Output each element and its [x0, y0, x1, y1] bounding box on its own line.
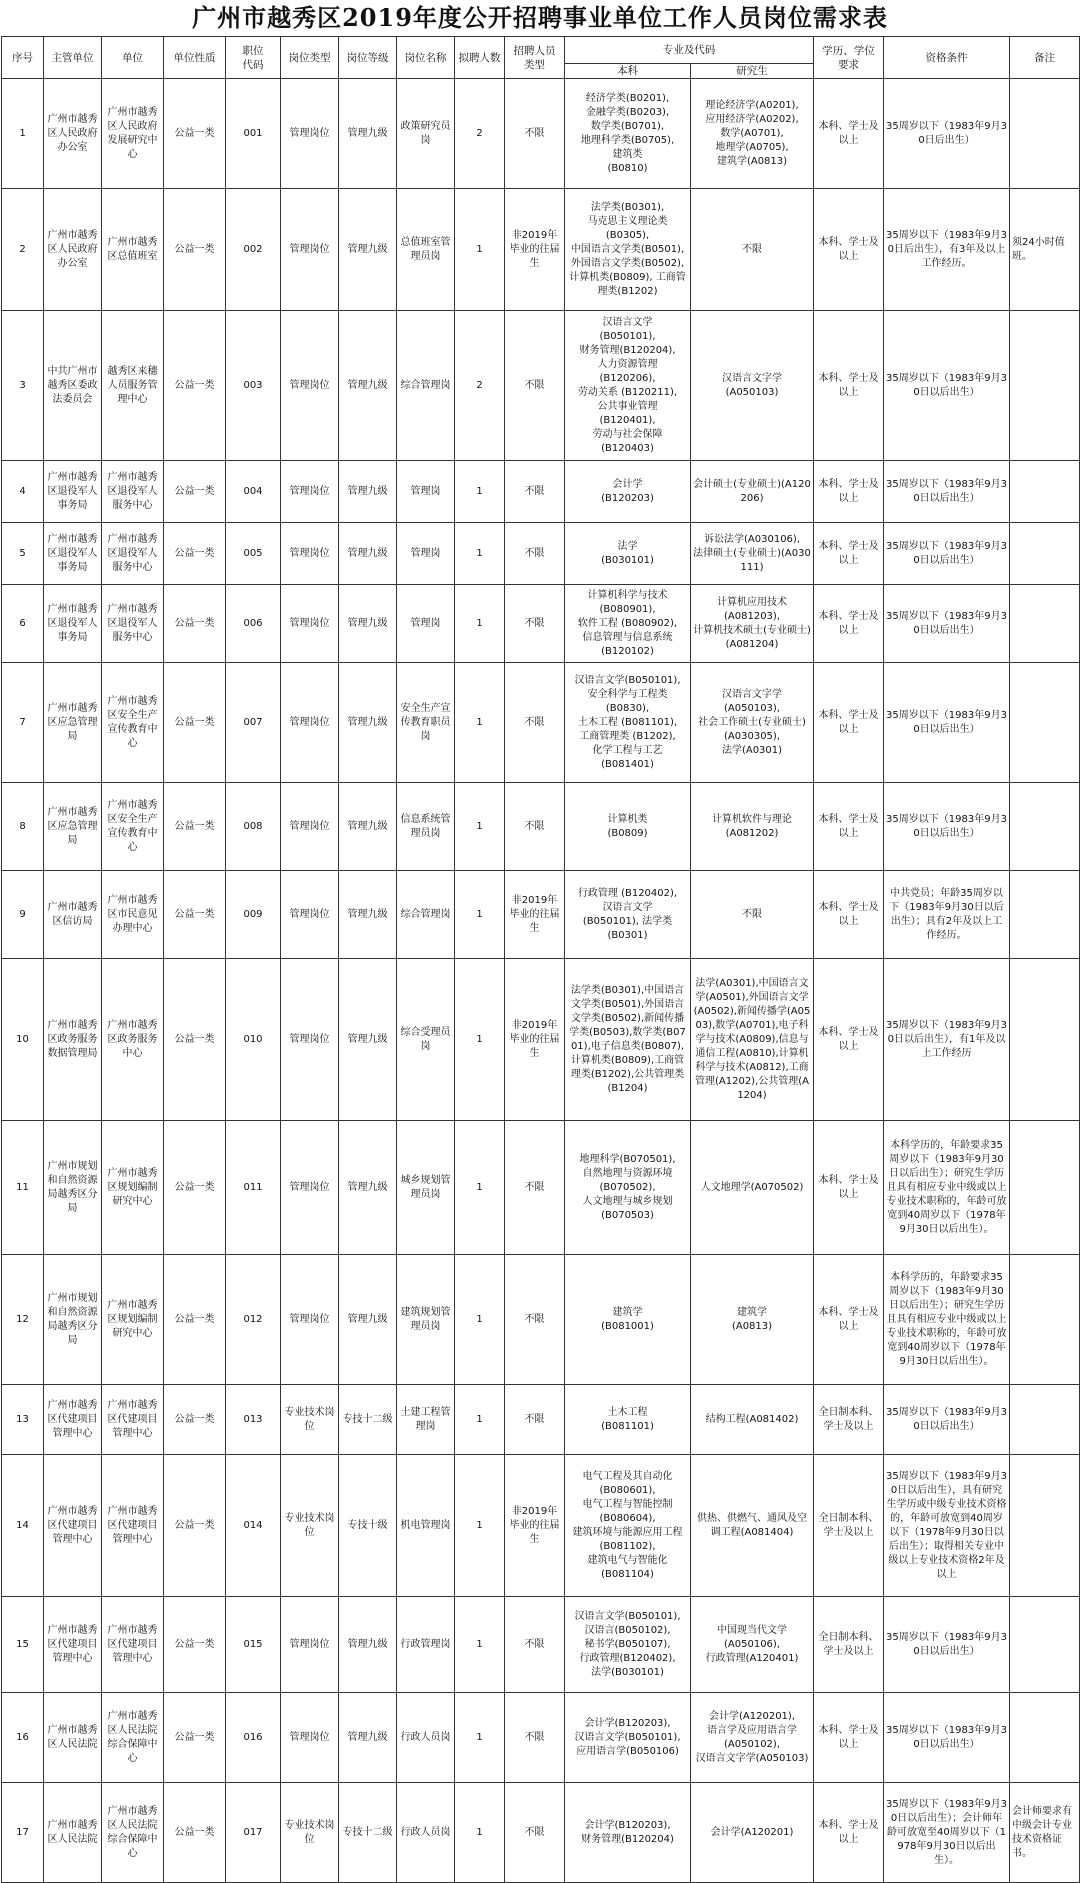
- cell-nature: 公益一类: [164, 79, 226, 189]
- cell-undergraduate-major: 法学 (B030101): [565, 523, 691, 585]
- table-row: [2, 189, 1080, 311]
- cell-education: 本科、学士及以上: [814, 1693, 884, 1783]
- cell-graduate-major: 人文地理学(A070502): [691, 1121, 814, 1255]
- col-header-level: 岗位等级: [339, 37, 397, 79]
- cell-position-type: 管理岗位: [281, 461, 339, 523]
- cell-qualification: 本科学历的，年龄要求35周岁以下（1983年9月30日以后出生）；研究生学历且具有相应专业中级或以上专业技术职称的，年龄可放宽到40周岁以下（1978年9月30日以后出生）。: [884, 1121, 1010, 1255]
- cell-position-level: 管理九级: [339, 523, 397, 585]
- cell-code: 013: [226, 1385, 281, 1455]
- cell-seq: 15: [2, 1597, 44, 1693]
- cell-position-type: 管理岗位: [281, 1693, 339, 1783]
- table-row: [2, 1385, 1080, 1455]
- cell-note: [1010, 1385, 1080, 1455]
- cell-position-name: 管理岗: [397, 585, 455, 663]
- table-row: [2, 959, 1080, 1121]
- cell-note: [1010, 783, 1080, 871]
- cell-position-name: 建筑规划管理员岗: [397, 1255, 455, 1385]
- cell-code: 009: [226, 871, 281, 959]
- cell-position-type: 管理岗位: [281, 79, 339, 189]
- cell-note: [1010, 585, 1080, 663]
- table-row: [2, 461, 1080, 523]
- cell-code: 017: [226, 1783, 281, 1883]
- cell-undergraduate-major: 电气工程及其自动化 (B080601), 电气工程与智能控制 (B080604), 建筑环境与能源应用工程 (B081102), 建筑电气与智能化 (B081104): [565, 1455, 691, 1597]
- table-row: [2, 1597, 1080, 1693]
- cell-headcount: 1: [455, 663, 505, 783]
- cell-position-type: 管理岗位: [281, 959, 339, 1121]
- cell-education: 全日制本科、学士及以上: [814, 1455, 884, 1597]
- cell-dept: 广州市越秀区代建项目管理中心: [44, 1385, 102, 1455]
- cell-undergraduate-major: 建筑学 (B081001): [565, 1255, 691, 1385]
- cell-seq: 6: [2, 585, 44, 663]
- cell-undergraduate-major: 会计学 (B120203): [565, 461, 691, 523]
- cell-headcount: 1: [455, 585, 505, 663]
- table-row: [2, 1255, 1080, 1385]
- cell-dept: 广州市越秀区退役军人事务局: [44, 461, 102, 523]
- cell-qualification: 本科学历的，年龄要求35周岁以下（1983年9月30日以后出生）；研究生学历且具有相应专业中级或以上专业技术职称的，年龄可放宽到40周岁以下（1978年9月30日以后出生）。: [884, 1255, 1010, 1385]
- cell-education: 本科、学士及以上: [814, 311, 884, 461]
- table-row: [2, 783, 1080, 871]
- col-header-edu: 学历、学位 要求: [814, 37, 884, 79]
- col-header-nature: 单位性质: [164, 37, 226, 79]
- cell-graduate-major: 建筑学 (A0813): [691, 1255, 814, 1385]
- cell-nature: 公益一类: [164, 189, 226, 311]
- table-row: [2, 1693, 1080, 1783]
- cell-nature: 公益一类: [164, 1385, 226, 1455]
- cell-position-name: 行政管理岗: [397, 1597, 455, 1693]
- cell-code: 012: [226, 1255, 281, 1385]
- cell-candidate-type: 非2019年毕业的往届生: [505, 1455, 565, 1597]
- cell-education: 本科、学士及以上: [814, 1121, 884, 1255]
- col-header-qual: 资格条件: [884, 37, 1010, 79]
- cell-note: [1010, 1455, 1080, 1597]
- cell-education: 本科、学士及以上: [814, 871, 884, 959]
- cell-code: 005: [226, 523, 281, 585]
- cell-position-type: 管理岗位: [281, 585, 339, 663]
- cell-headcount: 1: [455, 871, 505, 959]
- cell-candidate-type: 非2019年毕业的往届生: [505, 959, 565, 1121]
- cell-seq: 11: [2, 1121, 44, 1255]
- cell-unit: 越秀区来穗人员服务管理中心: [102, 311, 164, 461]
- cell-headcount: 2: [455, 311, 505, 461]
- cell-dept: 中共广州市越秀区委政法委员会: [44, 311, 102, 461]
- cell-education: 全日制本科、学士及以上: [814, 1597, 884, 1693]
- cell-position-level: 管理九级: [339, 461, 397, 523]
- cell-headcount: 1: [455, 1783, 505, 1883]
- cell-nature: 公益一类: [164, 461, 226, 523]
- cell-dept: 广州市越秀区人民法院: [44, 1693, 102, 1783]
- cell-dept: 广州市越秀区应急管理局: [44, 783, 102, 871]
- cell-graduate-major: 会计学(A120201): [691, 1783, 814, 1883]
- cell-seq: 16: [2, 1693, 44, 1783]
- cell-dept: 广州市规划和自然资源局越秀区分局: [44, 1255, 102, 1385]
- cell-position-level: 管理九级: [339, 1121, 397, 1255]
- cell-headcount: 1: [455, 1255, 505, 1385]
- cell-position-type: 管理岗位: [281, 523, 339, 585]
- cell-dept: 广州市越秀区政务服务数据管理局: [44, 959, 102, 1121]
- cell-position-name: 管理岗: [397, 523, 455, 585]
- cell-position-level: 管理九级: [339, 311, 397, 461]
- cell-nature: 公益一类: [164, 1693, 226, 1783]
- cell-nature: 公益一类: [164, 1783, 226, 1883]
- cell-nature: 公益一类: [164, 1121, 226, 1255]
- job-requirements-table: [1, 36, 1080, 1883]
- col-header-ptype: 岗位类型: [281, 37, 339, 79]
- cell-education: 本科、学士及以上: [814, 959, 884, 1121]
- table-row: [2, 1783, 1080, 1883]
- cell-undergraduate-major: 法学类(B0301),中国语言文学类(B0501),外国语言文学类(B0502),新闻传播学类(B0503),数学类(B0701),电子信息类(B0807),计算机类(B0809),工商管理类(B1202),公共管理类(B1204): [565, 959, 691, 1121]
- cell-unit: 广州市越秀区退役军人服务中心: [102, 523, 164, 585]
- cell-position-type: 管理岗位: [281, 189, 339, 311]
- cell-qualification: 35周岁以下（1983年9月30日以后出生），具有研究生学历或中级专业技术资格的，年龄可放宽到40周岁以下（1978年9月30日以后出生）；取得相关专业中级以上专业技术资格2年及以上: [884, 1455, 1010, 1597]
- cell-dept: 广州市越秀区代建项目管理中心: [44, 1455, 102, 1597]
- cell-undergraduate-major: 行政管理 (B120402), 汉语言文学 (B050101), 法学类 (B0301): [565, 871, 691, 959]
- cell-graduate-major: 不限: [691, 189, 814, 311]
- col-header-undergraduate: 本科: [565, 64, 691, 79]
- cell-position-level: 管理九级: [339, 663, 397, 783]
- cell-candidate-type: 不限: [505, 461, 565, 523]
- cell-dept: 广州市越秀区信访局: [44, 871, 102, 959]
- cell-position-name: 城乡规划管理员岗: [397, 1121, 455, 1255]
- cell-unit: 广州市越秀区规划编制研究中心: [102, 1255, 164, 1385]
- cell-code: 007: [226, 663, 281, 783]
- cell-position-name: 政策研究员岗: [397, 79, 455, 189]
- cell-note: 须24小时值班。: [1010, 189, 1080, 311]
- cell-seq: 5: [2, 523, 44, 585]
- cell-candidate-type: 不限: [505, 663, 565, 783]
- cell-position-type: 管理岗位: [281, 1121, 339, 1255]
- cell-seq: 2: [2, 189, 44, 311]
- cell-position-name: 机电管理岗: [397, 1455, 455, 1597]
- cell-seq: 12: [2, 1255, 44, 1385]
- cell-education: 本科、学士及以上: [814, 189, 884, 311]
- cell-candidate-type: 非2019年毕业的往届生: [505, 871, 565, 959]
- cell-graduate-major: 汉语言文字学 (A050103), 社会工作硕士(专业硕士)(A030305), 法学(A0301): [691, 663, 814, 783]
- cell-position-level: 管理九级: [339, 1693, 397, 1783]
- cell-position-type: 管理岗位: [281, 783, 339, 871]
- cell-position-type: 管理岗位: [281, 311, 339, 461]
- cell-seq: 7: [2, 663, 44, 783]
- cell-seq: 9: [2, 871, 44, 959]
- cell-code: 003: [226, 311, 281, 461]
- cell-note: [1010, 959, 1080, 1121]
- cell-code: 008: [226, 783, 281, 871]
- cell-qualification: 35周岁以下（1983年9月30日以后出生）: [884, 1693, 1010, 1783]
- cell-qualification: 35周岁以下（1983年9月30日以后出生）: [884, 311, 1010, 461]
- cell-position-type: 专业技术岗位: [281, 1455, 339, 1597]
- cell-qualification: 35周岁以下（1983年9月30日以后出生）: [884, 585, 1010, 663]
- cell-seq: 17: [2, 1783, 44, 1883]
- cell-qualification: 35周岁以下（1983年9月30日后出生），有3年及以上工作经历。: [884, 189, 1010, 311]
- cell-code: 015: [226, 1597, 281, 1693]
- cell-unit: 广州市越秀区政务服务中心: [102, 959, 164, 1121]
- cell-education: 本科、学士及以上: [814, 663, 884, 783]
- cell-dept: 广州市越秀区退役军人事务局: [44, 585, 102, 663]
- cell-unit: 广州市越秀区人民法院综合保障中心: [102, 1693, 164, 1783]
- cell-seq: 14: [2, 1455, 44, 1597]
- cell-headcount: 1: [455, 1693, 505, 1783]
- cell-graduate-major: 计算机软件与理论 (A081202): [691, 783, 814, 871]
- cell-undergraduate-major: 土木工程 (B081101): [565, 1385, 691, 1455]
- table-row: [2, 663, 1080, 783]
- cell-position-type: 专业技术岗位: [281, 1385, 339, 1455]
- col-header-graduate: 研究生: [691, 64, 814, 79]
- col-header-major: 专业及代码: [565, 37, 814, 64]
- table-row: [2, 871, 1080, 959]
- cell-graduate-major: 供热、供燃气、通风及空调工程(A081404): [691, 1455, 814, 1597]
- col-header-unit: 单位: [102, 37, 164, 79]
- cell-nature: 公益一类: [164, 1255, 226, 1385]
- cell-position-name: 行政人员岗: [397, 1693, 455, 1783]
- cell-code: 001: [226, 79, 281, 189]
- cell-qualification: 35周岁以下（1983年9月30日以后出生）: [884, 783, 1010, 871]
- cell-unit: 广州市越秀区代建项目管理中心: [102, 1597, 164, 1693]
- cell-position-level: 管理九级: [339, 1597, 397, 1693]
- cell-nature: 公益一类: [164, 585, 226, 663]
- cell-position-level: 管理九级: [339, 959, 397, 1121]
- cell-unit: 广州市越秀区代建项目管理中心: [102, 1455, 164, 1597]
- col-header-target: 招聘人员 类型: [505, 37, 565, 79]
- cell-graduate-major: 中国现当代文学 (A050106), 行政管理(A120401): [691, 1597, 814, 1693]
- cell-education: 本科、学士及以上: [814, 1783, 884, 1883]
- cell-position-name: 综合受理员岗: [397, 959, 455, 1121]
- cell-education: 本科、学士及以上: [814, 1255, 884, 1385]
- cell-graduate-major: 诉讼法学(A030106), 法律硕士(专业硕士)(A030111): [691, 523, 814, 585]
- cell-graduate-major: 法学(A0301),中国语言文学(A0501),外国语言文学(A0502),新闻传播学(A0503),数学(A0701),电子科学与技术(A0809),信息与通信工程(A0810),计算机科学与技术(A0812),工商管理(A1202),公共管理(A1204): [691, 959, 814, 1121]
- cell-graduate-major: 理论经济学(A0201), 应用经济学(A0202), 数学(A0701), 地理学(A0705), 建筑学(A0813): [691, 79, 814, 189]
- cell-graduate-major: 结构工程(A081402): [691, 1385, 814, 1455]
- cell-graduate-major: 计算机应用技术 (A081203), 计算机技术硕士(专业硕士)(A081204): [691, 585, 814, 663]
- cell-note: [1010, 1255, 1080, 1385]
- cell-education: 本科、学士及以上: [814, 79, 884, 189]
- cell-code: 002: [226, 189, 281, 311]
- cell-position-level: 管理九级: [339, 79, 397, 189]
- cell-candidate-type: 不限: [505, 311, 565, 461]
- cell-note: [1010, 1121, 1080, 1255]
- cell-position-type: 管理岗位: [281, 1597, 339, 1693]
- cell-candidate-type: 不限: [505, 1783, 565, 1883]
- cell-position-name: 信息系统管理员岗: [397, 783, 455, 871]
- cell-candidate-type: 不限: [505, 1693, 565, 1783]
- cell-unit: 广州市越秀区代建项目管理中心: [102, 1385, 164, 1455]
- cell-note: [1010, 1597, 1080, 1693]
- cell-qualification: 35周岁以下（1983年9月30日后出生）: [884, 79, 1010, 189]
- cell-qualification: 35周岁以下（1983年9月30日以后出生）: [884, 1385, 1010, 1455]
- cell-qualification: 35周岁以下（1983年9月30日以后出生）: [884, 461, 1010, 523]
- cell-position-name: 综合管理岗: [397, 311, 455, 461]
- cell-position-type: 管理岗位: [281, 1255, 339, 1385]
- cell-position-name: 行政人员岗: [397, 1783, 455, 1883]
- cell-dept: 广州市越秀区应急管理局: [44, 663, 102, 783]
- cell-nature: 公益一类: [164, 1455, 226, 1597]
- cell-nature: 公益一类: [164, 663, 226, 783]
- cell-candidate-type: 不限: [505, 585, 565, 663]
- cell-code: 016: [226, 1693, 281, 1783]
- table-row: [2, 585, 1080, 663]
- cell-code: 006: [226, 585, 281, 663]
- cell-headcount: 1: [455, 783, 505, 871]
- cell-qualification: 35周岁以下（1983年9月30日以后出生），有1年及以上工作经历: [884, 959, 1010, 1121]
- cell-position-name: 土建工程管理岗: [397, 1385, 455, 1455]
- cell-position-name: 总值班室管理员岗: [397, 189, 455, 311]
- header-row: [2, 37, 1080, 64]
- table-row: [2, 79, 1080, 189]
- cell-candidate-type: 不限: [505, 1255, 565, 1385]
- cell-education: 本科、学士及以上: [814, 523, 884, 585]
- cell-headcount: 1: [455, 461, 505, 523]
- col-header-pname: 岗位名称: [397, 37, 455, 79]
- cell-nature: 公益一类: [164, 523, 226, 585]
- cell-seq: 3: [2, 311, 44, 461]
- cell-code: 014: [226, 1455, 281, 1597]
- cell-unit: 广州市越秀区人民政府发展研究中心: [102, 79, 164, 189]
- cell-position-level: 专技十二级: [339, 1385, 397, 1455]
- cell-unit: 广州市越秀区规划编制研究中心: [102, 1121, 164, 1255]
- cell-note: [1010, 461, 1080, 523]
- cell-seq: 13: [2, 1385, 44, 1455]
- cell-education: 本科、学士及以上: [814, 585, 884, 663]
- cell-candidate-type: 不限: [505, 79, 565, 189]
- cell-graduate-major: 会计硕士(专业硕士)(A120206): [691, 461, 814, 523]
- cell-position-type: 管理岗位: [281, 871, 339, 959]
- cell-headcount: 1: [455, 1597, 505, 1693]
- cell-candidate-type: 非2019年毕业的往届生: [505, 189, 565, 311]
- cell-nature: 公益一类: [164, 311, 226, 461]
- cell-seq: 1: [2, 79, 44, 189]
- col-header-num: 拟聘人数: [455, 37, 505, 79]
- cell-candidate-type: 不限: [505, 783, 565, 871]
- col-header-seq: 序号: [2, 37, 44, 79]
- cell-position-level: 管理九级: [339, 1255, 397, 1385]
- cell-unit: 广州市越秀区人民法院综合保障中心: [102, 1783, 164, 1883]
- cell-nature: 公益一类: [164, 783, 226, 871]
- cell-dept: 广州市越秀区代建项目管理中心: [44, 1597, 102, 1693]
- cell-undergraduate-major: 计算机类 (B0809): [565, 783, 691, 871]
- cell-position-level: 管理九级: [339, 871, 397, 959]
- cell-candidate-type: 不限: [505, 1385, 565, 1455]
- cell-position-level: 管理九级: [339, 585, 397, 663]
- page-title: 广州市越秀区2019年度公开招聘事业单位工作人员岗位需求表: [192, 3, 888, 32]
- cell-unit: 广州市越秀区总值班室: [102, 189, 164, 311]
- cell-unit: 广州市越秀区退役军人服务中心: [102, 585, 164, 663]
- cell-headcount: 1: [455, 1121, 505, 1255]
- cell-note: [1010, 663, 1080, 783]
- cell-nature: 公益一类: [164, 1597, 226, 1693]
- cell-position-name: 安全生产宣传教育职员岗: [397, 663, 455, 783]
- cell-undergraduate-major: 汉语言文学(B050101), 安全科学与工程类 (B0830), 土木工程 (B081101), 工商管理类 (B1202), 化学工程与工艺 (B081401): [565, 663, 691, 783]
- cell-candidate-type: 不限: [505, 1121, 565, 1255]
- cell-code: 010: [226, 959, 281, 1121]
- cell-position-level: 管理九级: [339, 189, 397, 311]
- cell-graduate-major: 会计学(A120201), 语言学及应用语言学 (A050102), 汉语言文字学(A050103): [691, 1693, 814, 1783]
- cell-education: 全日制本科、学士及以上: [814, 1385, 884, 1455]
- cell-note: 会计师要求有中级会计专业技术资格证书。: [1010, 1783, 1080, 1883]
- cell-graduate-major: 不限: [691, 871, 814, 959]
- cell-seq: 4: [2, 461, 44, 523]
- col-header-code: 职位 代码: [226, 37, 281, 79]
- cell-undergraduate-major: 会计学(B120203), 财务管理(B120204): [565, 1783, 691, 1883]
- cell-unit: 广州市越秀区市民意见办理中心: [102, 871, 164, 959]
- cell-unit: 广州市越秀区安全生产宣传教育中心: [102, 783, 164, 871]
- cell-headcount: 1: [455, 523, 505, 585]
- cell-undergraduate-major: 会计学(B120203), 汉语言文学(B050101), 应用语言学(B050106): [565, 1693, 691, 1783]
- cell-dept: 广州市规划和自然资源局越秀区分局: [44, 1121, 102, 1255]
- cell-position-level: 专技十二级: [339, 1783, 397, 1883]
- cell-seq: 8: [2, 783, 44, 871]
- cell-undergraduate-major: 地理科学(B070501), 自然地理与资源环境 (B070502), 人文地理与城乡规划 (B070503): [565, 1121, 691, 1255]
- cell-education: 本科、学士及以上: [814, 783, 884, 871]
- cell-education: 本科、学士及以上: [814, 461, 884, 523]
- cell-candidate-type: 不限: [505, 523, 565, 585]
- cell-position-type: 专业技术岗位: [281, 1783, 339, 1883]
- col-header-note: 备注: [1010, 37, 1080, 79]
- table-row: [2, 523, 1080, 585]
- cell-note: [1010, 311, 1080, 461]
- cell-headcount: 1: [455, 1385, 505, 1455]
- cell-unit: 广州市越秀区安全生产宣传教育中心: [102, 663, 164, 783]
- cell-candidate-type: 不限: [505, 1597, 565, 1693]
- cell-qualification: 中共党员；年龄35周岁以下（1983年9月30日以后出生）；具有2年及以上工作经历。: [884, 871, 1010, 959]
- table-row: [2, 1121, 1080, 1255]
- cell-qualification: 35周岁以下（1983年9月30日以后出生）: [884, 1597, 1010, 1693]
- cell-note: [1010, 871, 1080, 959]
- cell-headcount: 1: [455, 189, 505, 311]
- table-row: [2, 311, 1080, 461]
- cell-undergraduate-major: 汉语言文学(B050101), 汉语言(B050102), 秘书学(B050107), 行政管理(B120402), 法学(B030101): [565, 1597, 691, 1693]
- cell-code: 011: [226, 1121, 281, 1255]
- cell-dept: 广州市越秀区人民政府办公室: [44, 189, 102, 311]
- cell-dept: 广州市越秀区人民法院: [44, 1783, 102, 1883]
- table-body: [2, 79, 1080, 1883]
- cell-undergraduate-major: 计算机科学与技术 (B080901), 软件工程 (B080902), 信息管理与信息系统 (B120102): [565, 585, 691, 663]
- cell-headcount: 2: [455, 79, 505, 189]
- cell-qualification: 35周岁以下（1983年9月30日以后出生）；会计师年龄可放宽至40周岁以下（1978年9月30日以后出生）。: [884, 1783, 1010, 1883]
- cell-nature: 公益一类: [164, 959, 226, 1121]
- cell-graduate-major: 汉语言文字学 (A050103): [691, 311, 814, 461]
- cell-note: [1010, 1693, 1080, 1783]
- cell-undergraduate-major: 汉语言文学 (B050101), 财务管理(B120204), 人力资源管理 (B120206), 劳动关系 (B120211), 公共事业管理 (B120401), 劳动与社会保障 (B120403): [565, 311, 691, 461]
- col-header-dept: 主管单位: [44, 37, 102, 79]
- cell-code: 004: [226, 461, 281, 523]
- cell-dept: 广州市越秀区退役军人事务局: [44, 523, 102, 585]
- cell-undergraduate-major: 经济学类(B0201), 金融学类(B0203), 数学类(B0701), 地理科学类(B0705), 建筑类 (B0810): [565, 79, 691, 189]
- cell-position-name: 综合管理岗: [397, 871, 455, 959]
- cell-nature: 公益一类: [164, 871, 226, 959]
- cell-qualification: 35周岁以下（1983年9月30日以后出生）: [884, 523, 1010, 585]
- cell-position-type: 管理岗位: [281, 663, 339, 783]
- cell-position-name: 管理岗: [397, 461, 455, 523]
- cell-headcount: 1: [455, 959, 505, 1121]
- cell-headcount: 1: [455, 1455, 505, 1597]
- cell-note: [1010, 523, 1080, 585]
- cell-undergraduate-major: 法学类(B0301), 马克思主义理论类 (B0305), 中国语言文学类(B0501), 外国语言文学类(B0502), 计算机类(B0809), 工商管理类(B1202): [565, 189, 691, 311]
- cell-dept: 广州市越秀区人民政府办公室: [44, 79, 102, 189]
- cell-qualification: 35周岁以下（1983年9月30日以后出生）: [884, 663, 1010, 783]
- table-row: [2, 1455, 1080, 1597]
- cell-unit: 广州市越秀区退役军人服务中心: [102, 461, 164, 523]
- cell-note: [1010, 79, 1080, 189]
- cell-position-level: 专技十级: [339, 1455, 397, 1597]
- cell-seq: 10: [2, 959, 44, 1121]
- cell-position-level: 管理九级: [339, 783, 397, 871]
